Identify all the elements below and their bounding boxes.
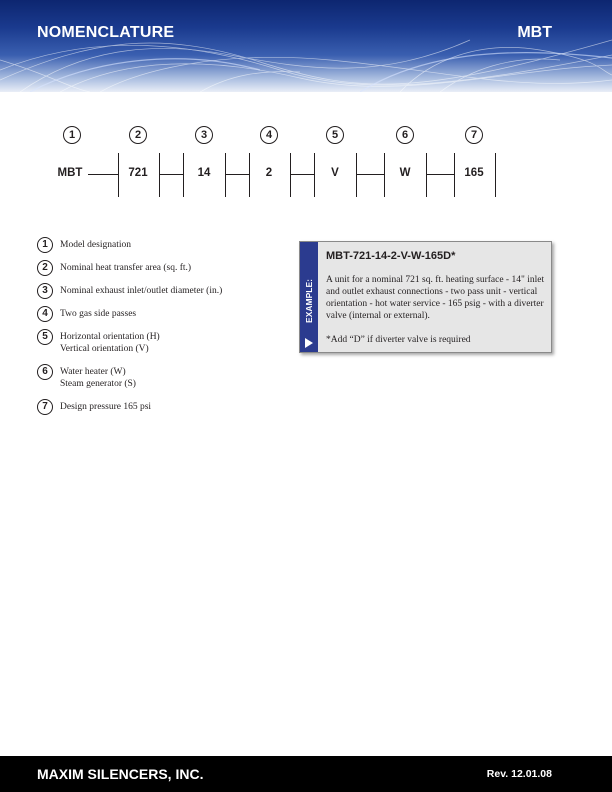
divider-bar bbox=[454, 153, 455, 197]
legend-text: Two gas side passes bbox=[60, 309, 137, 319]
divider-bar bbox=[183, 153, 184, 197]
divider-bar bbox=[314, 153, 315, 197]
segment-service: W bbox=[399, 167, 411, 179]
legend-number: 6 bbox=[37, 364, 53, 380]
segment-passes: 2 bbox=[265, 167, 273, 179]
footer-bar bbox=[0, 756, 612, 792]
legend-number: 2 bbox=[37, 260, 53, 276]
number-circle-4: 4 bbox=[260, 126, 278, 144]
example-title: MBT-721-14-2-V-W-165D* bbox=[326, 250, 456, 262]
legend-text: Model designation bbox=[60, 240, 131, 250]
divider-bar bbox=[290, 153, 291, 197]
connector-line bbox=[225, 174, 249, 175]
play-arrow-icon bbox=[305, 338, 313, 348]
revision-label: Rev. 12.01.08 bbox=[486, 768, 552, 780]
segment-orientation: V bbox=[331, 167, 339, 179]
model-code: MBT bbox=[517, 24, 552, 41]
company-name: MAXIM SILENCERS, INC. bbox=[37, 766, 204, 782]
segment-pressure: 165 bbox=[464, 167, 484, 179]
connector-line bbox=[290, 174, 314, 175]
number-circle-6: 6 bbox=[396, 126, 414, 144]
legend-text: Steam generator (S) bbox=[60, 379, 136, 389]
divider-bar bbox=[225, 153, 226, 197]
legend-text: Horizontal orientation (H) bbox=[60, 332, 160, 342]
legend-text: Water heater (W) bbox=[60, 367, 126, 377]
number-circle-1: 1 bbox=[63, 126, 81, 144]
divider-bar bbox=[356, 153, 357, 197]
example-note: *Add “D” if diverter valve is required bbox=[326, 335, 471, 345]
number-circle-5: 5 bbox=[326, 126, 344, 144]
connector-line bbox=[88, 174, 118, 175]
legend-text: Nominal heat transfer area (sq. ft.) bbox=[60, 263, 192, 273]
connector-line bbox=[426, 174, 454, 175]
legend-text: Vertical orientation (V) bbox=[60, 344, 149, 354]
number-circle-7: 7 bbox=[465, 126, 483, 144]
nomenclature-diagram bbox=[0, 0, 612, 220]
number-circle-3: 3 bbox=[195, 126, 213, 144]
connector-line bbox=[356, 174, 384, 175]
example-label: EXAMPLE: bbox=[304, 279, 314, 323]
legend-text: Nominal exhaust inlet/outlet diameter (in.) bbox=[60, 286, 223, 296]
divider-bar bbox=[249, 153, 250, 197]
segment-diameter: 14 bbox=[197, 167, 211, 179]
connector-line bbox=[159, 174, 183, 175]
example-side-bar bbox=[300, 242, 318, 352]
segment-model: MBT bbox=[57, 167, 83, 179]
number-circle-2: 2 bbox=[129, 126, 147, 144]
divider-bar bbox=[384, 153, 385, 197]
divider-bar bbox=[426, 153, 427, 197]
legend-number: 4 bbox=[37, 306, 53, 322]
legend-number: 3 bbox=[37, 283, 53, 299]
example-box bbox=[299, 241, 552, 353]
example-description: A unit for a nominal 721 sq. ft. heating surface - 14" inlet and outlet exhaust connections - two pass unit - vertical orientation - hot water service - 165 psig - with a diverter valve (internal or external). bbox=[326, 275, 545, 321]
legend-number: 7 bbox=[37, 399, 53, 415]
legend-number: 5 bbox=[37, 329, 53, 345]
legend-text: Design pressure 165 psi bbox=[60, 402, 152, 412]
divider-bar bbox=[495, 153, 496, 197]
legend-number: 1 bbox=[37, 237, 53, 253]
divider-bar bbox=[159, 153, 160, 197]
divider-bar bbox=[118, 153, 119, 197]
segment-area: 721 bbox=[128, 167, 148, 179]
page-title: NOMENCLATURE bbox=[37, 24, 175, 41]
